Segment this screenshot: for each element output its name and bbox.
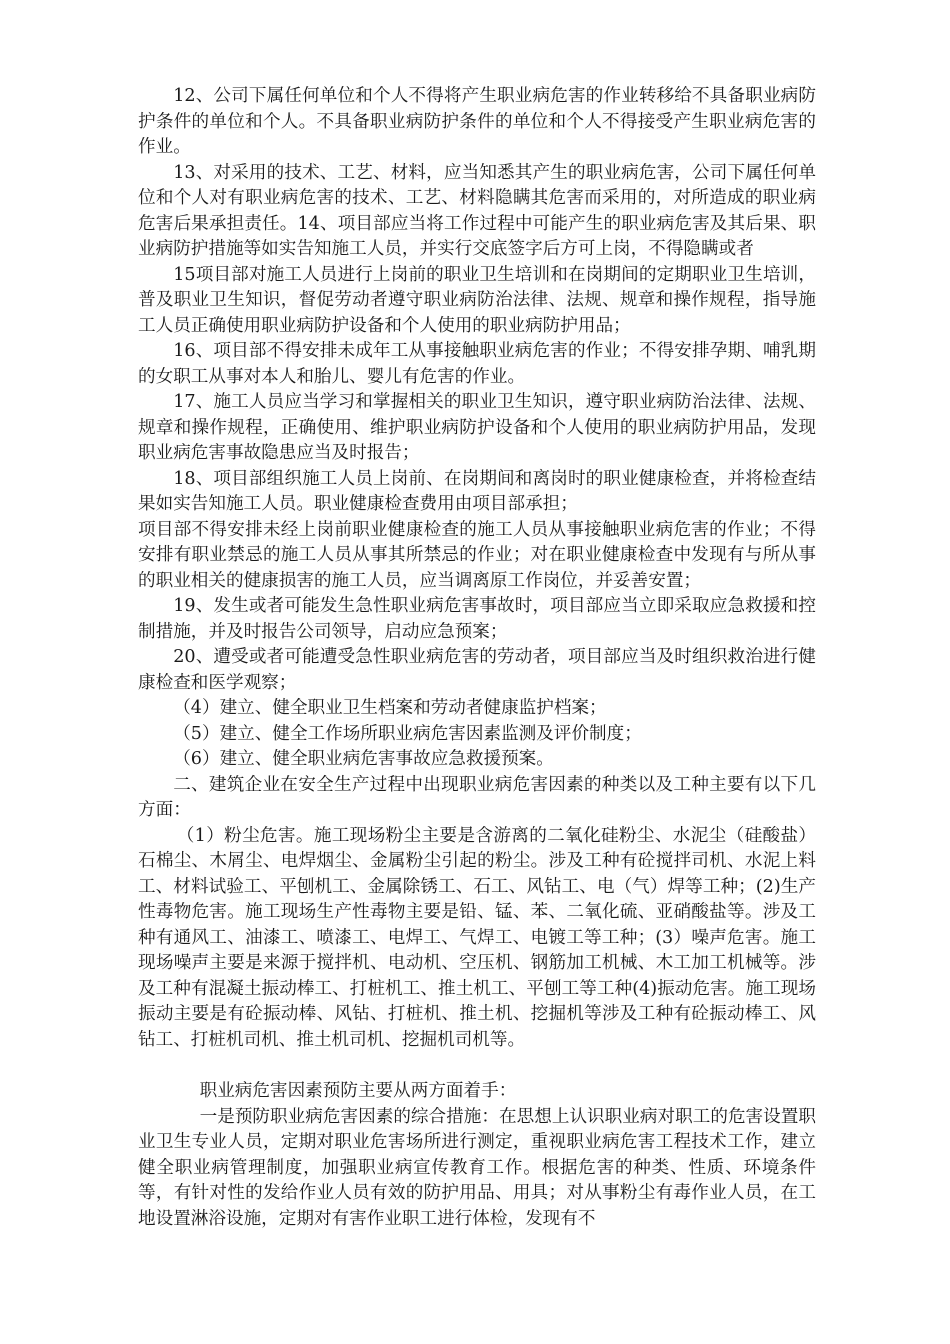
paragraph-item-13-14: 13、对采用的技术、工艺、材料，应当知悉其产生的职业病危害，公司下属任何单位和个人对有职业病危害的技术、工艺、材料隐瞒其危害而采用的，对所造成的职业病危害后果承担责任。14、项目部应当将工作过程中可能产生的职业病危害及其后果、职业病防护措施等如实告知施工人员，并实行交底签字后方可上岗，不得隐瞒或者 — [138, 162, 816, 259]
paragraph-health-check: 项目部不得安排未经上岗前职业健康检查的施工人员从事接触职业病危害的作业；不得安排有职业禁忌的施工人员从事其所禁忌的作业；对在职业健康检查中发现有与所从事的职业相关的健康损害的施工人员，应当调离原工作岗位，并妥善安置； — [138, 519, 816, 591]
paragraph-sub-6: （6）建立、健全职业病危害事故应急救援预案。 — [173, 749, 554, 769]
paragraph-prevention-intro: 职业病危害因素预防主要从两方面着手： — [199, 1081, 517, 1101]
paragraph-item-16: 16、项目部不得安排未成年工从事接触职业病危害的作业；不得安排孕期、哺乳期的女职工从事对本人和胎儿、婴儿有危害的作业。 — [138, 341, 816, 387]
paragraph-item-17: 17、施工人员应当学习和掌握相关的职业卫生知识，遵守职业病防治法律、法规、规章和操作规程，正确使用、维护职业病防护设备和个人使用的职业病防护用品，发现职业病危害事故隐患应当及时报告； — [138, 392, 816, 463]
section-heading-two: 二、建筑企业在安全生产过程中出现职业病危害因素的种类以及工种主要有以下几方面： — [138, 774, 816, 820]
paragraph-spacer — [138, 1053, 816, 1079]
paragraph-item-12: 12、公司下属任何单位和个人不得将产生职业病危害的作业转移给不具备职业病防护条件的单位和个人。不具备职业病防护条件的单位和个人不得接受产生职业病危害的作业。 — [138, 86, 816, 157]
paragraph-sub-5: （5）建立、健全工作场所职业病危害因素监测及评价制度； — [173, 723, 642, 744]
document-body — [138, 84, 816, 1232]
paragraph-prevention-measures: 一是预防职业病危害因素的综合措施：在思想上认识职业病对职工的危害设置职业卫生专业人员，定期对职业危害场所进行测定，重视职业病危害工程技术工作，建立健全职业病管理制度，加强职业病宣传教育工作。根据危害的种类、性质、环境条件等，有针对性的发给作业人员有效的防护用品、用具；对从事粉尘有毒作业人员，在工地设置淋浴设施，定期对有害作业职工进行体检，发现有不 — [138, 1106, 816, 1229]
paragraph-item-18: 18、项目部组织施工人员上岗前、在岗期间和离岗时的职业健康检查，并将检查结果如实告知施工人员。职业健康检查费用由项目部承担； — [138, 468, 816, 514]
paragraph-item-15: 15项目部对施工人员进行上岗前的职业卫生培训和在岗期间的定期职业卫生培训，普及职业卫生知识，督促劳动者遵守职业病防治法律、法规、规章和操作规程，指导施工人员正确使用职业病防护设备和个人使用的职业病防护用品； — [138, 264, 816, 336]
paragraph-sub-4: （4）建立、健全职业卫生档案和劳动者健康监护档案； — [173, 698, 607, 718]
paragraph-item-20: 20、遭受或者可能遭受急性职业病危害的劳动者，项目部应当及时组织救治进行健康检查和医学观察； — [138, 647, 816, 693]
paragraph-item-19: 19、发生或者可能发生急性职业病危害事故时，项目部应当立即采取应急救援和控制措施，并及时报告公司领导，启动应急预案； — [138, 596, 816, 642]
paragraph-hazard-types: （1）粉尘危害。施工现场粉尘主要是含游离的二氧化硅粉尘、水泥尘（硅酸盐）石棉尘、木屑尘、电焊烟尘、金属粉尘引起的粉尘。涉及工种有砼搅拌司机、水泥上料工、材料试验工、平刨机工、金属除锈工、石工、风钻工、电（气）焊等工种；(2)生产性毒物危害。施工现场生产性毒物主要是铅、锰、苯、二氧化硫、亚硝酸盐等。涉及工种有通风工、油漆工、喷漆工、电焊工、气焊工、电镀工等工种；(3）噪声危害。施工现场噪声主要是来源于搅拌机、电动机、空压机、钢筋加工机械、木工加工机械等。涉及工种有混凝土振动棒工、打桩机工、推土机工、平刨工等工种(4)振动危害。施工现场振动主要是有砼振动棒、风钻、打桩机、推土机、挖掘机等涉及工种有砼振动棒工、风钻工、打桩机司机、推土机司机、挖掘机司机等。 — [138, 825, 816, 1050]
